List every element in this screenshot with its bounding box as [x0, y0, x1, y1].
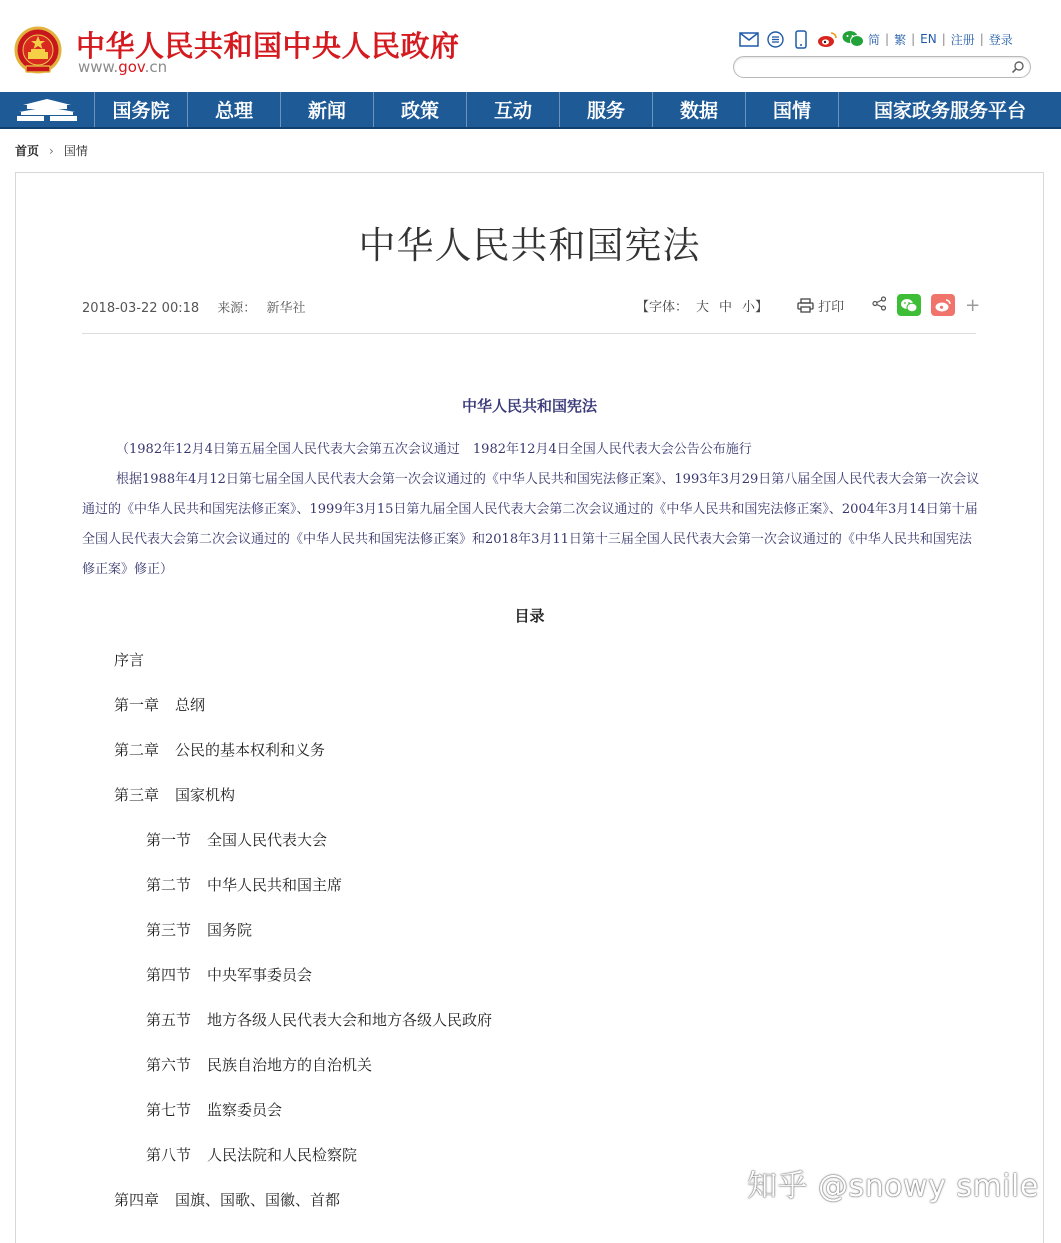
- top-links: [738, 28, 1013, 50]
- document-title: 中华人民共和国宪法: [461, 397, 597, 415]
- toc-item[interactable]: [114, 918, 492, 963]
- nav-item-premier[interactable]: 总理: [188, 92, 281, 127]
- toc-item-number: 第二章: [114, 741, 160, 759]
- divider: |: [941, 32, 946, 46]
- divider: |: [979, 32, 984, 46]
- font-size-medium[interactable]: 中: [719, 299, 733, 315]
- mail-icon[interactable]: [738, 29, 760, 49]
- weibo-icon: [934, 298, 952, 313]
- toc-item-name: 民族自治地方的自治机关: [207, 1056, 373, 1074]
- toc-item[interactable]: [114, 648, 492, 693]
- article-source: 新华社: [266, 301, 306, 316]
- toc-item-number: 第五节: [146, 1011, 192, 1029]
- table-of-contents: [114, 648, 492, 1233]
- url-suffix: .cn: [144, 58, 168, 76]
- zhihu-watermark: 知乎 @snowy smile: [747, 1169, 1039, 1204]
- printer-icon: [797, 298, 814, 313]
- share-wechat-button[interactable]: [897, 294, 921, 316]
- toc-item-name: 总纲: [175, 696, 206, 714]
- main-nav: [0, 92, 1061, 129]
- toc-item[interactable]: [114, 1188, 492, 1233]
- nav-home-logo[interactable]: [0, 92, 95, 127]
- print-button[interactable]: [797, 296, 844, 315]
- article-title: 中华人民共和国宪法: [358, 224, 701, 267]
- toc-item-number: 第七节: [146, 1101, 192, 1119]
- breadcrumb-current[interactable]: 国情: [63, 144, 88, 158]
- preamble-adoption-note: （1982年12月4日第五届全国人民代表大会第五次会议通过 1982年12月4日全国人民代表大会公告公布施行: [116, 442, 752, 457]
- share-icon[interactable]: [872, 296, 887, 315]
- link-english[interactable]: EN: [920, 32, 937, 46]
- toc-heading: 目录: [514, 607, 545, 625]
- toc-item[interactable]: [114, 783, 492, 828]
- search-box: [733, 56, 1031, 78]
- toc-item-name: 监察委员会: [207, 1101, 283, 1119]
- toc-item-name: 国务院: [207, 921, 253, 939]
- more-share-button[interactable]: +: [965, 294, 981, 316]
- link-register[interactable]: 注册: [950, 32, 975, 47]
- nav-item-interaction[interactable]: 互动: [467, 92, 560, 127]
- toc-item[interactable]: [114, 963, 492, 1008]
- breadcrumb-home[interactable]: 首页: [15, 144, 40, 158]
- national-emblem-icon[interactable]: [14, 26, 62, 78]
- toc-item-name: 地方各级人民代表大会和地方各级人民政府: [207, 1011, 493, 1029]
- toc-item[interactable]: [114, 1008, 492, 1053]
- toc-item-number: 第四章: [114, 1191, 160, 1209]
- toc-item[interactable]: [114, 873, 492, 918]
- toc-item-number: 第一节: [146, 831, 192, 849]
- toc-item[interactable]: [114, 1053, 492, 1098]
- link-login[interactable]: 登录: [988, 32, 1013, 47]
- toc-item-number: 第六节: [146, 1056, 192, 1074]
- search-icon[interactable]: [1010, 59, 1026, 75]
- site-title[interactable]: 中华人民共和国中央人民政府: [76, 29, 460, 63]
- nav-item-news[interactable]: 新闻: [281, 92, 374, 127]
- font-size-small[interactable]: 小】: [742, 299, 769, 315]
- nav-item-policy[interactable]: 政策: [374, 92, 467, 127]
- toc-item-name: 全国人民代表大会: [207, 831, 328, 849]
- toc-item-name: 人民法院和人民检察院: [207, 1146, 358, 1164]
- rss-icon[interactable]: [764, 29, 786, 49]
- preamble-amendment-note: 根据1988年4月12日第七届全国人民代表大会第一次会议通过的《中华人民共和国宪法修正案》、1993年3月29日第八届全国人民代表大会第一次会议通过的《中华人民共和国宪法修正案》、1999年3月15日第九届全国人民代表大会第二次会议通过的《中华人民共和国宪法修正案》、2004年3月14日第十届全国人民代表大会第二次会议通过的《中华人民共和国宪法修正案》和2018年3月11日第十三届全国人民代表大会第一次会议通过的《中华人民共和国宪法修正案》修正）: [82, 472, 980, 577]
- toc-item-name: 中央军事委员会: [207, 966, 313, 984]
- toc-item-name: 国家机构: [175, 786, 236, 804]
- toc-item[interactable]: [114, 828, 492, 873]
- toc-item[interactable]: [114, 693, 492, 738]
- toc-item-number: 第三节: [146, 921, 192, 939]
- divider: |: [911, 32, 916, 46]
- wechat-icon: [900, 298, 918, 313]
- weibo-icon[interactable]: [816, 29, 838, 49]
- nav-item-national-info[interactable]: 国情: [746, 92, 839, 127]
- nav-item-gov-service-platform[interactable]: 国家政务服务平台: [873, 100, 1026, 122]
- site-url[interactable]: [78, 58, 167, 76]
- wechat-icon[interactable]: [842, 29, 864, 49]
- link-traditional[interactable]: 繁: [894, 32, 907, 47]
- font-size-label: 【字体：: [636, 299, 689, 315]
- tiananmen-icon: [15, 97, 79, 123]
- breadcrumb: [15, 142, 88, 159]
- article-date: 2018-03-22 00:18: [82, 301, 200, 316]
- print-label: 打印: [818, 299, 845, 315]
- toc-item-number: 第一章: [114, 696, 160, 714]
- toc-item-name: 中华人民共和国主席: [207, 876, 343, 894]
- toc-item[interactable]: [114, 1098, 492, 1143]
- nav-item-data[interactable]: 数据: [653, 92, 746, 127]
- toc-item-number: 第八节: [146, 1146, 192, 1164]
- url-domain: gov: [118, 58, 145, 76]
- toc-item[interactable]: [114, 738, 492, 783]
- share-weibo-button[interactable]: [931, 294, 955, 316]
- article-container: [15, 172, 1044, 1243]
- toc-item-number: 第四节: [146, 966, 192, 984]
- toc-item-number: 第三章: [114, 786, 160, 804]
- toc-item-name: 国旗、国歌、国徽、首都: [175, 1191, 341, 1209]
- toc-item-number: 第二节: [146, 876, 192, 894]
- divider: |: [885, 32, 890, 46]
- toc-item-number: 序言: [114, 651, 145, 669]
- toc-item[interactable]: [114, 1143, 492, 1188]
- link-simplified[interactable]: 简: [868, 32, 881, 47]
- nav-item-state-council[interactable]: 国务院: [95, 92, 188, 127]
- article-meta: [82, 297, 305, 316]
- url-prefix: www.: [78, 58, 119, 76]
- search-input[interactable]: [744, 58, 1008, 76]
- font-size-large[interactable]: 大: [696, 299, 710, 315]
- site-header: [0, 0, 1061, 92]
- source-label: 来源：: [217, 301, 257, 316]
- mobile-icon[interactable]: [790, 29, 812, 49]
- toc-item-name: 公民的基本权利和义务: [175, 741, 326, 759]
- chevron-right-icon: ›: [49, 143, 54, 158]
- divider: [82, 333, 976, 334]
- article-tools: [636, 293, 980, 317]
- nav-item-services[interactable]: 服务: [560, 92, 653, 127]
